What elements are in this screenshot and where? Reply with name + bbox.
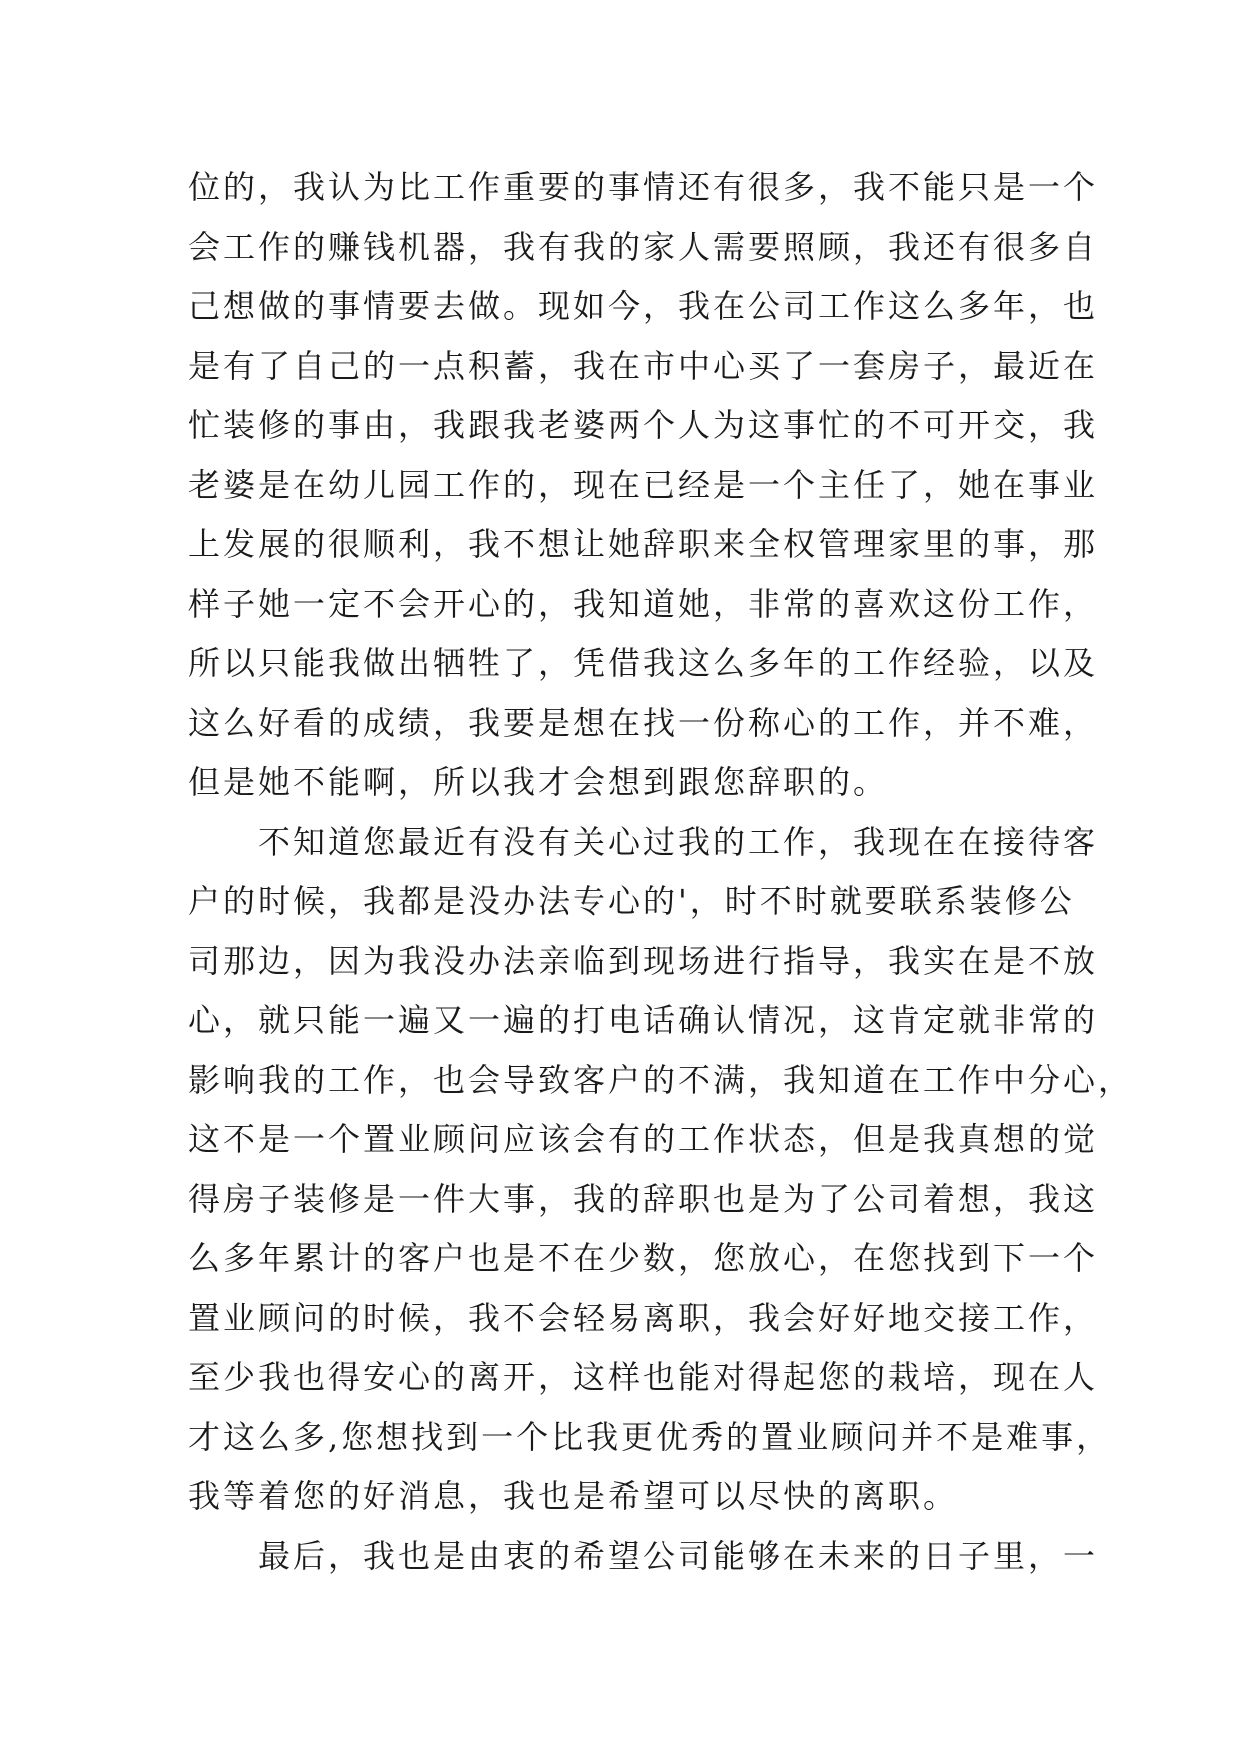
text-line: 老婆是在幼儿园工作的，现在已经是一个主任了，她在事业 <box>188 465 1099 504</box>
text-line: 司那边，因为我没办法亲临到现场进行指导，我实在是不放 <box>188 941 1099 980</box>
text-line: 置业顾问的时候，我不会轻易离职，我会好好地交接工作， <box>188 1298 1099 1337</box>
text-line: 心，就只能一遍又一遍的打电话确认情况，这肯定就非常的 <box>188 1001 1099 1039</box>
text-line: 样子她一定不会开心的，我知道她，非常的喜欢这份工作， <box>188 584 1099 623</box>
text-line: 不知道您最近有没有关心过我的工作，我现在在接待客 <box>188 822 1099 861</box>
text-line: 会工作的赚钱机器，我有我的家人需要照顾，我还有很多自 <box>188 227 1099 266</box>
text-line: 影响我的工作，也会导致客户的不满，我知道在工作中分心， <box>188 1060 1134 1099</box>
text-line: 才这么多,您想找到一个比我更优秀的置业顾问并不是难事， <box>188 1417 1112 1456</box>
text-line: 我等着您的好消息，我也是希望可以尽快的离职。 <box>188 1477 959 1515</box>
body-text <box>188 158 1134 1586</box>
text-line: 至少我也得安心的离开，这样也能对得起您的栽培，现在人 <box>188 1358 1099 1396</box>
text-line: 忙装修的事由，我跟我老婆两个人为这事忙的不可开交，我 <box>188 406 1099 444</box>
text-line: 户的时候，我都是没办法专心的'，时不时就要联系装修公 <box>188 882 1075 920</box>
text-line: 最后，我也是由衷的希望公司能够在未来的日子里，一 <box>188 1536 1099 1575</box>
text-line: 己想做的事情要去做。现如今，我在公司工作这么多年，也 <box>188 287 1099 325</box>
text-line: 上发展的很顺利，我不想让她辞职来全权管理家里的事，那 <box>188 525 1099 563</box>
text-line: 这不是一个置业顾问应该会有的工作状态，但是我真想的觉 <box>188 1120 1099 1158</box>
text-line: 这么好看的成绩，我要是想在找一份称心的工作，并不难， <box>188 703 1099 742</box>
text-line: 么多年累计的客户也是不在少数，您放心，在您找到下一个 <box>188 1239 1099 1277</box>
text-line: 位的，我认为比工作重要的事情还有很多，我不能只是一个 <box>188 168 1099 206</box>
text-line: 所以只能我做出牺牲了，凭借我这么多年的工作经验，以及 <box>188 644 1099 682</box>
text-line: 得房子装修是一件大事，我的辞职也是为了公司着想，我这 <box>188 1179 1099 1218</box>
text-line: 是有了自己的一点积蓄，我在市中心买了一套房子，最近在 <box>188 346 1099 385</box>
text-line: 但是她不能啊，所以我才会想到跟您辞职的。 <box>188 763 889 801</box>
